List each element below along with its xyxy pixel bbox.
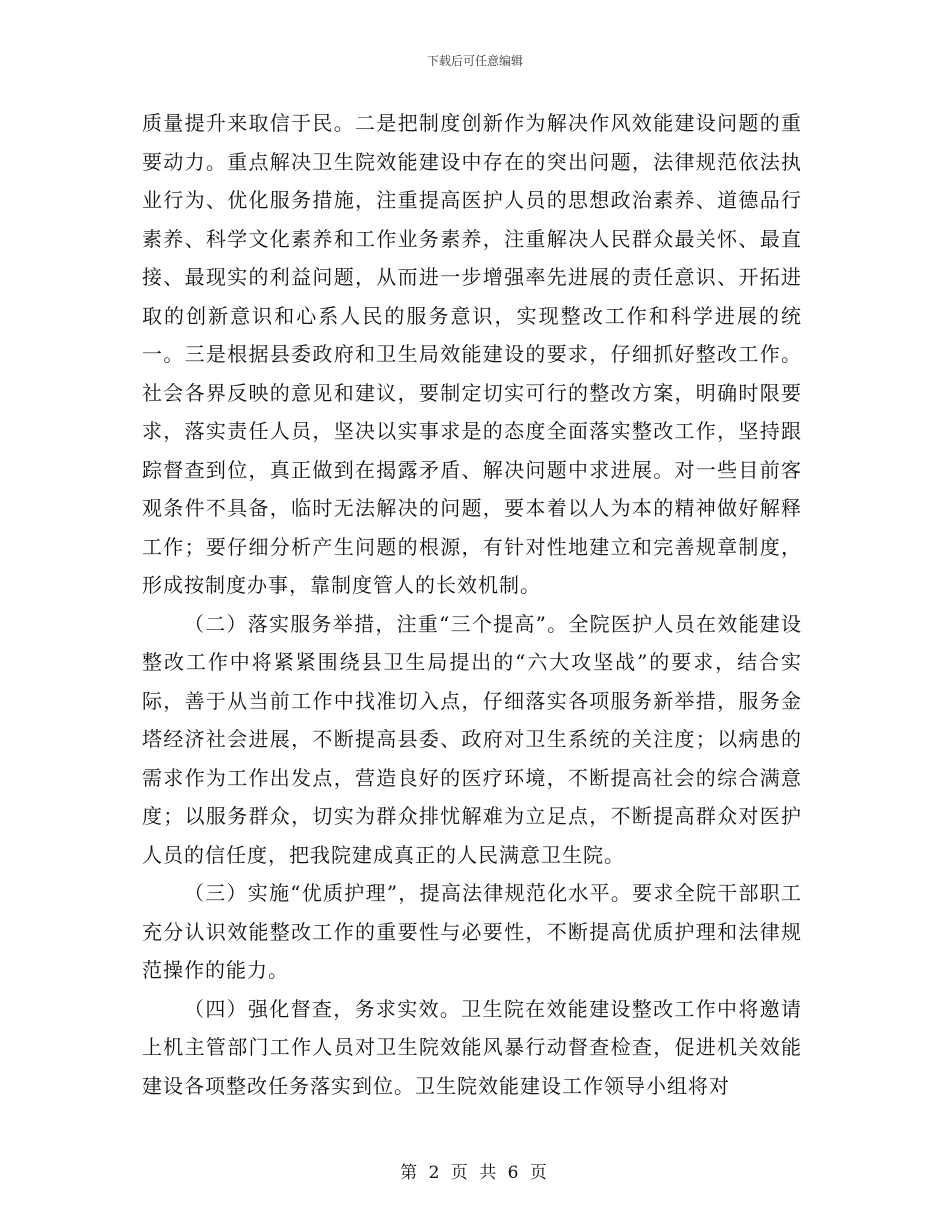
page-number: 第 2 页 共 6 页 <box>400 1163 550 1183</box>
paragraph-continuation: 质量提升来取信于民。二是把制度创新作为解决作风效能建设问题的重要动力。重点解决卫生院效能建设中存在的突出问题，法律规范依法执业行为、优化服务措施，注重提高医护人员的思想政治素养、道德品行素养、科学文化素养和工作业务素养，注重解决人民群众最关怀、最直接、最现实的利益问题，从而进一步增强率先进展的责任意识、开拓进取的创新意识和心系人民的服务意识，实现整改工作和科学进展的统一。三是根据县委政府和卫生局效能建设的要求，仔细抓好整改工作。社会各界反映的意见和建议，要制定切实可行的整改方案，明确时限要求，落实责任人员，坚决以实事求是的态度全面落实整改工作，坚持跟踪督查到位，真正做到在揭露矛盾、解决问题中求进展。对一些目前客观条件不具备，临时无法解决的问题，要本着以人为本的精神做好解释工作；要仔细分析产生问题的根源，有针对性地建立和完善规章制度，形成按制度办事，靠制度管人的长效机制。 <box>142 111 802 597</box>
paragraph-section-2: （二）落实服务举措，注重“三个提高”。全院医护人员在效能建设整改工作中将紧紧围绕县卫生局提出的“六大攻坚战”的要求，结合实际，善于从当前工作中找准切入点，仔细落实各项服务新举措，服务金塔经济社会进展，不断提高县委、政府对卫生系统的关注度；以病患的需求作为工作出发点，营造良好的医疗环境，不断提高社会的综合满意度；以服务群众，切实为群众排忧解难为立足点，不断提高群众对医护人员的信任度，把我院建成真正的人民满意卫生院。 <box>142 611 802 867</box>
document-body <box>142 104 802 1105</box>
paragraph-section-3: （三）实施“优质护理”，提高法律规范化水平。要求全院干部职工充分认识效能整改工作的重要性与必要性，不断提高优质护理和法律规范操作的能力。 <box>142 881 802 982</box>
paragraph-section-4: （四）强化督查，务求实效。卫生院在效能建设整改工作中将邀请上机主管部门工作人员对卫生院效能风暴行动督查检查，促进机关效能建设各项整改任务落实到位。卫生院效能建设工作领导小组将对 <box>142 996 802 1098</box>
header-note: 下载后可任意编辑 <box>426 54 523 68</box>
